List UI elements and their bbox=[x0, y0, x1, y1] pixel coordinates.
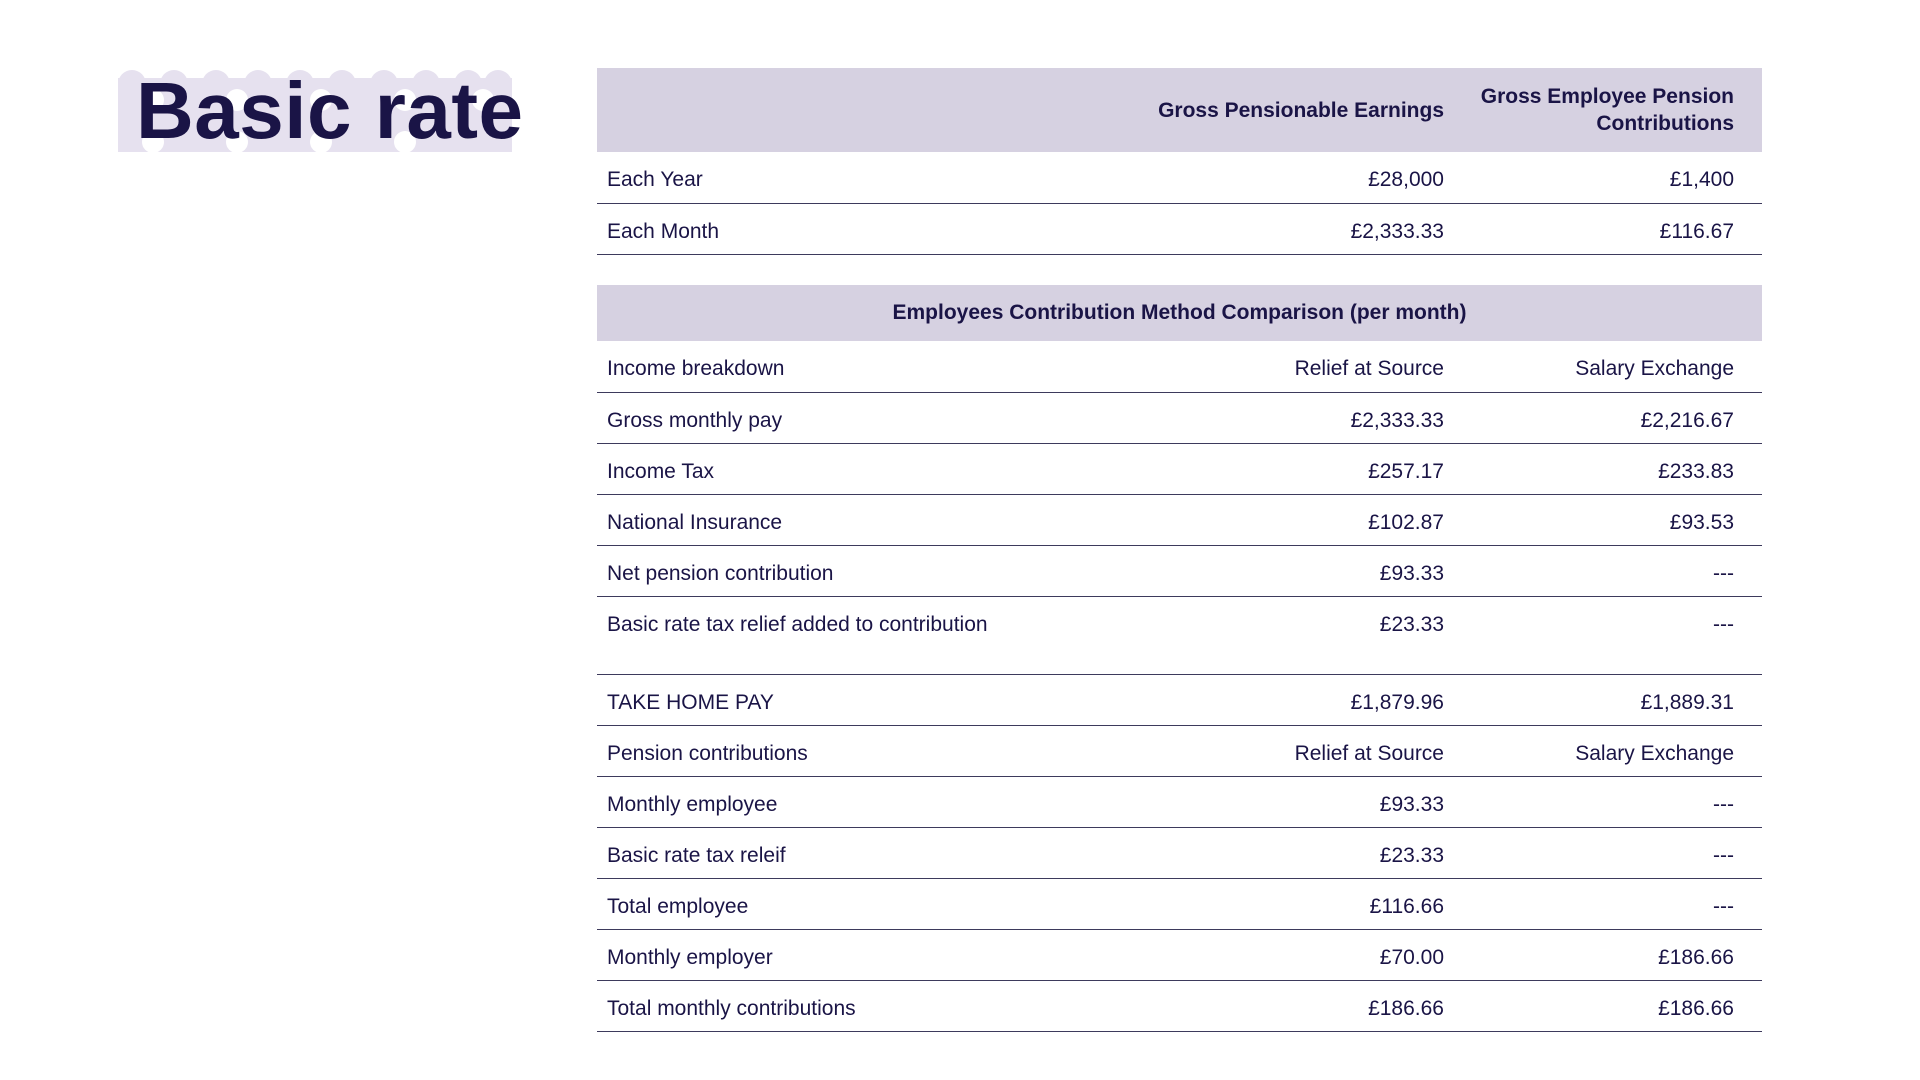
relief-at-source-value: £257.17 bbox=[1049, 443, 1455, 494]
table-row bbox=[597, 203, 1762, 254]
salary-exchange-value: £93.53 bbox=[1455, 494, 1762, 545]
table-row bbox=[597, 596, 1762, 674]
salary-exchange-value: £233.83 bbox=[1455, 443, 1762, 494]
table-row bbox=[597, 545, 1762, 596]
row-label: Income Tax bbox=[597, 443, 1049, 494]
row-label: Each Month bbox=[597, 203, 1049, 254]
relief-at-source-value: £23.33 bbox=[1049, 827, 1455, 878]
relief-at-source-value: Relief at Source bbox=[1049, 341, 1455, 392]
row-label: Basic rate tax relief added to contribution bbox=[597, 596, 1049, 674]
salary-exchange-value: --- bbox=[1455, 878, 1762, 929]
relief-at-source-value: Relief at Source bbox=[1049, 725, 1455, 776]
summary-table-header bbox=[597, 68, 1762, 152]
salary-exchange-value: --- bbox=[1455, 776, 1762, 827]
table-row bbox=[597, 878, 1762, 929]
table-row bbox=[597, 929, 1762, 980]
row-label: Pension contributions bbox=[597, 725, 1049, 776]
comparison-table-panel bbox=[597, 285, 1762, 1032]
table-row bbox=[597, 674, 1762, 725]
row-label: Basic rate tax releif bbox=[597, 827, 1049, 878]
earnings-value: £2,333.33 bbox=[1049, 203, 1455, 254]
relief-at-source-value: £70.00 bbox=[1049, 929, 1455, 980]
contributions-value: £116.67 bbox=[1455, 203, 1762, 254]
table-row bbox=[597, 980, 1762, 1031]
table-row bbox=[597, 152, 1762, 203]
summary-header-contributions: Gross Employee Pension Contributions bbox=[1455, 68, 1762, 152]
table-row bbox=[597, 392, 1762, 443]
row-label: Total employee bbox=[597, 878, 1049, 929]
relief-at-source-value: £2,333.33 bbox=[1049, 392, 1455, 443]
earnings-value: £28,000 bbox=[1049, 152, 1455, 203]
salary-exchange-value: --- bbox=[1455, 545, 1762, 596]
relief-at-source-value: £23.33 bbox=[1049, 596, 1455, 674]
table-row bbox=[597, 776, 1762, 827]
salary-exchange-value: £186.66 bbox=[1455, 929, 1762, 980]
summary-header-earnings: Gross Pensionable Earnings bbox=[1049, 68, 1455, 152]
salary-exchange-value: Salary Exchange bbox=[1455, 341, 1762, 392]
table-row bbox=[597, 494, 1762, 545]
summary-table-panel bbox=[597, 68, 1762, 255]
relief-at-source-value: £93.33 bbox=[1049, 776, 1455, 827]
row-label: National Insurance bbox=[597, 494, 1049, 545]
comparison-table-heading: Employees Contribution Method Comparison (per month) bbox=[597, 285, 1762, 341]
salary-exchange-value: £2,216.67 bbox=[1455, 392, 1762, 443]
row-label: Each Year bbox=[597, 152, 1049, 203]
salary-exchange-value: £186.66 bbox=[1455, 980, 1762, 1031]
table-row bbox=[597, 827, 1762, 878]
row-label: Gross monthly pay bbox=[597, 392, 1049, 443]
relief-at-source-value: £102.87 bbox=[1049, 494, 1455, 545]
summary-table bbox=[597, 68, 1762, 255]
salary-exchange-value: --- bbox=[1455, 827, 1762, 878]
row-label: Monthly employer bbox=[597, 929, 1049, 980]
row-label: TAKE HOME PAY bbox=[597, 674, 1049, 725]
row-label: Income breakdown bbox=[597, 341, 1049, 392]
page-title: Basic rate bbox=[136, 66, 524, 155]
page-title-block bbox=[118, 66, 524, 156]
row-label: Monthly employee bbox=[597, 776, 1049, 827]
relief-at-source-value: £116.66 bbox=[1049, 878, 1455, 929]
contributions-value: £1,400 bbox=[1455, 152, 1762, 203]
row-label: Net pension contribution bbox=[597, 545, 1049, 596]
table-row bbox=[597, 341, 1762, 392]
relief-at-source-value: £186.66 bbox=[1049, 980, 1455, 1031]
salary-exchange-value: £1,889.31 bbox=[1455, 674, 1762, 725]
salary-exchange-value: Salary Exchange bbox=[1455, 725, 1762, 776]
relief-at-source-value: £93.33 bbox=[1049, 545, 1455, 596]
comparison-table-header bbox=[597, 285, 1762, 341]
relief-at-source-value: £1,879.96 bbox=[1049, 674, 1455, 725]
summary-header-empty bbox=[597, 68, 1049, 152]
table-row bbox=[597, 443, 1762, 494]
table-row bbox=[597, 725, 1762, 776]
row-label: Total monthly contributions bbox=[597, 980, 1049, 1031]
salary-exchange-value: --- bbox=[1455, 596, 1762, 674]
comparison-table bbox=[597, 285, 1762, 1032]
